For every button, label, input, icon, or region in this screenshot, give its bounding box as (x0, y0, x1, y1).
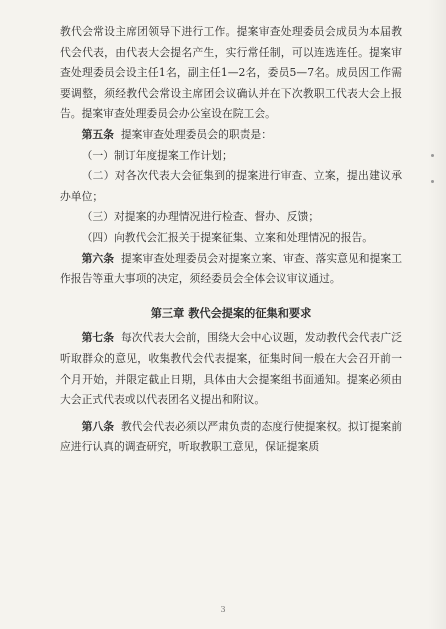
article-5-item-2: （二）对各次代表大会征集到的提案进行审查、立案，提出建议承办单位； (60, 169, 402, 203)
page-number: 3 (220, 605, 226, 615)
article-5-text: 提案审查处理委员会的职责是： (120, 127, 273, 141)
paragraph-committee-intro: 教代会常设主席团领导下进行工作。提案审查处理委员会成员为本届教代会代表，由代表大会提名产生，实行常任制，可以连选连任。提案审查处理委员会设主任1名，副主任1—2名，委员5—7名。成员因工作需要调整，须经教代会常设主席团会议确认并在下次教职工代表大会上报告。提案审查处理委员会办公室设在院工会。 (60, 25, 402, 121)
article-8-heading: 第八条 (81, 419, 115, 433)
article-8 (60, 417, 402, 458)
scan-speck (431, 180, 434, 183)
article-7 (60, 328, 402, 410)
article-5-heading: 第五条 (81, 127, 114, 141)
chapter-3-heading: 第三章 教代会提案的征集和要求 (150, 306, 312, 320)
article-8-text: 教代会代表必须以严肃负责的态度行使提案权。拟订提案前应进行认真的调查研究，听取教职工意见，保证提案质 (60, 419, 403, 454)
article-7-heading: 第七条 (81, 331, 115, 345)
article-7-text: 每次代表大会前，围绕大会中心议题，发动教代会代表广泛听取群众的意见，收集教代会代表提案，征集时间一般在大会召开前一个月开始，并限定截止日期，具体由大会提案组书面通知。提案必须由大会正式代表或以代表团名义提出和附议。 (60, 331, 403, 407)
article-5-item-3: （三）对提案的办理情况进行检查、督办、反馈； (81, 210, 320, 224)
scan-speck (431, 154, 434, 157)
article-6-text: 提案审查处理委员会对提案立案、审查、落实意见和提案工作报告等重大事项的决定，须经委员会全体会议审议通过。 (60, 251, 403, 286)
article-5-item-1: （一）制订年度提案工作计划； (81, 148, 233, 162)
article-6 (60, 249, 402, 290)
article-5-item-4: （四）向教代会汇报关于提案征集、立案和处理情况的报告。 (81, 230, 374, 244)
article-5 (60, 125, 402, 146)
article-6-heading: 第六条 (81, 251, 115, 265)
